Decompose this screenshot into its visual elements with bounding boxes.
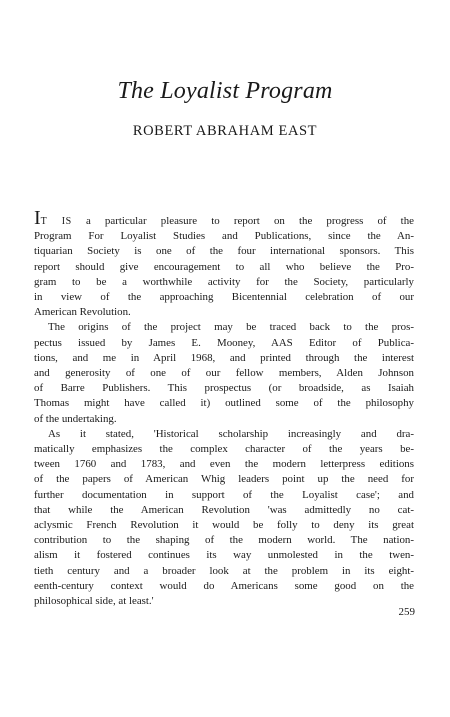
body-line: of the undertaking. [34,412,117,425]
drop-cap: I [34,207,41,229]
body-line: aclysmic French Revolution it would be folly to deny its great [34,519,414,532]
body-line: of the papers of American Whig leaders point up the need for [34,473,414,486]
body-line: tions, and me in April 1968, and printed through the interest [34,351,414,364]
body-line: philosophical side, at least.' [34,595,154,608]
article-title: The Loyalist Program [117,78,333,104]
body-line-text: a particular pleasure to report on the progress of the [71,215,414,227]
body-line: As it stated, 'Historical scholarship increasingly and dra- [48,427,414,440]
body-line: pectus issued by James E. Mooney, AAS Editor of Publica- [34,336,414,349]
body-line: tiquarian Society is one of the four international sponsors. This [34,245,414,258]
body-line: report should give encouragement to all who believe the Pro- [34,260,414,273]
body-line: that while the American Revolution 'was admittedly no cat- [34,503,414,516]
paragraph-2 [34,320,414,426]
body-line: eenth-century context would do Americans some good on the [34,579,414,592]
paragraph-3 [34,427,414,609]
body-line: Thomas might have called it) outlined some of the philosophy [34,397,414,410]
article-body [34,207,414,609]
body-line: The origins of the project may be traced back to the pros- [48,321,414,334]
body-line: American Revolution. [34,306,131,319]
body-line: alism it fostered continues its way unmolested in the twen- [34,549,414,562]
body-line: gram to be a worthwhile activity for the Society, particularly [34,275,414,288]
body-line: matically emphasizes the complex character of the years be- [34,443,414,456]
body-line: and generosity of one of our fellow members, Alden Johnson [34,367,414,380]
paragraph-1 [34,207,414,320]
page-number: 259 [398,606,415,618]
body-line: tween 1760 and 1783, and even the modern letterpress editions [34,458,414,471]
body-line: contribution to the shaping of the modern world. The nation- [34,534,414,547]
body-line: Program For Loyalist Studies and Publications, since the An- [34,230,414,243]
body-line: further documentation in support of the Loyalist case'; and [34,488,414,501]
opening-small-caps: T IS [40,216,72,227]
body-line: of Barre Publishers. This prospectus (or broadside, as Isaiah [34,382,414,395]
body-line: in view of the approaching Bicentennial celebration of our [34,291,414,304]
body-line [34,207,414,229]
body-line: tieth century and a broader look at the problem in its eight- [34,564,414,577]
article-author: ROBERT ABRAHAM EAST [132,123,318,139]
